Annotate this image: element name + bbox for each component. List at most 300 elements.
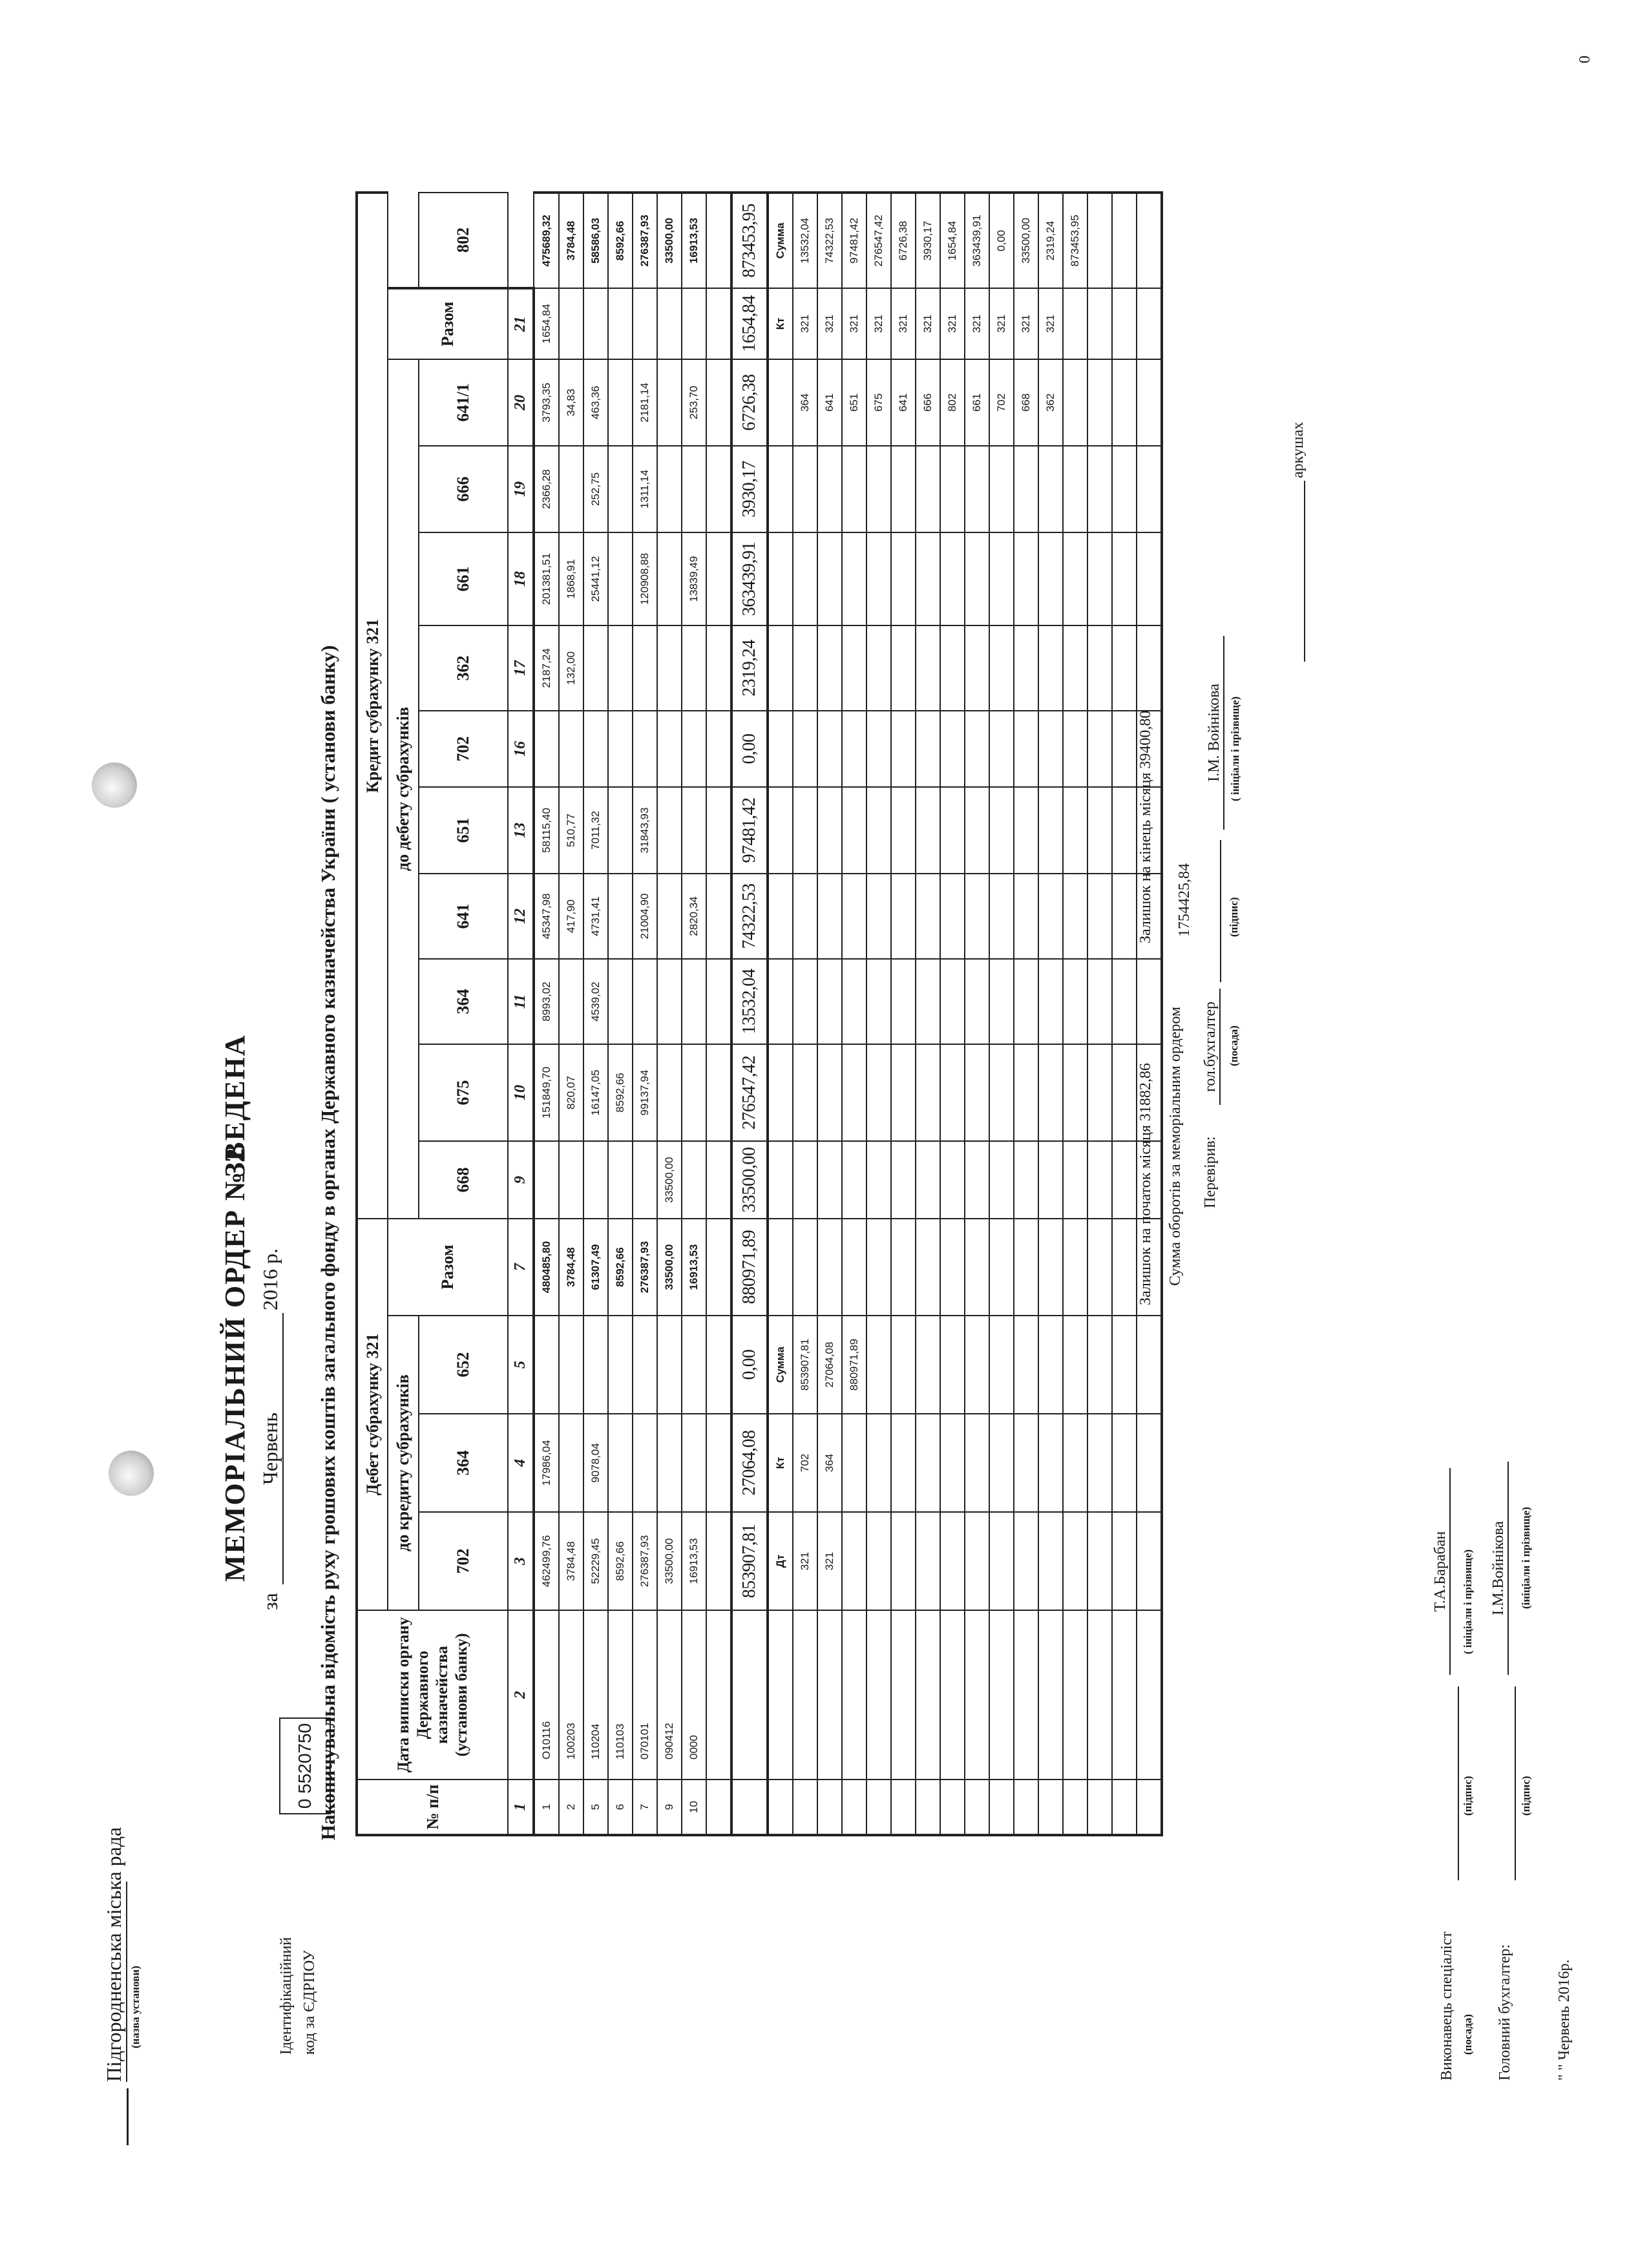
summary-cell <box>793 1141 817 1219</box>
summary-cell <box>842 1780 867 1835</box>
summary-cell <box>1038 959 1063 1044</box>
summary-value: 1654,84 <box>940 193 965 288</box>
summary-cell <box>1137 532 1162 625</box>
edrpou-code-box: 0 5520750 <box>279 1717 331 1814</box>
cell-c675 <box>682 1044 706 1141</box>
cell-date: 100203 <box>559 1610 583 1780</box>
cell-craz: 8592,66 <box>608 193 633 288</box>
cell-c802: 1654,84 <box>534 288 559 359</box>
cell-c802 <box>559 288 583 359</box>
column-number: 11 <box>508 959 534 1044</box>
checked-signature-line <box>1220 840 1221 982</box>
summary-cell <box>1014 1780 1038 1835</box>
cell-d652 <box>583 1316 608 1414</box>
cell-c362 <box>608 625 633 711</box>
cell-c666: 1311,14 <box>633 446 657 532</box>
header-debit-sub: до кредиту субрахунків <box>388 1316 419 1610</box>
summary-cell <box>989 1780 1014 1835</box>
summary-cell <box>1063 532 1087 625</box>
cell-c362 <box>583 625 608 711</box>
cell-c661: 120908,88 <box>633 532 657 625</box>
header-debit-group: Дебет субрахунку 321 <box>357 1219 388 1610</box>
cell-d364 <box>657 1414 682 1512</box>
balance-start: Залишок на початок місяця 31882,86 <box>1137 1063 1154 1305</box>
summary-value: 641 <box>891 359 916 446</box>
summary-cell <box>768 1219 793 1316</box>
summary-cell <box>940 711 965 787</box>
summary-cell <box>768 1780 793 1835</box>
summary-cell <box>1112 532 1137 625</box>
summary-cell <box>1137 1316 1162 1414</box>
blank-cell <box>706 1141 731 1219</box>
summary-cell <box>916 1512 940 1610</box>
summary-cell <box>1014 1044 1038 1141</box>
summary-cell <box>1014 1316 1038 1414</box>
summary-cell <box>891 625 916 711</box>
cell-c702 <box>608 711 633 787</box>
summary-row <box>793 193 817 1835</box>
header-credit-sub: до дебету субрахунків <box>388 359 419 1219</box>
total-d652: 0,00 <box>731 1316 768 1414</box>
summary-cell <box>940 1414 965 1512</box>
summary-cell <box>1038 1044 1063 1141</box>
header-credit-group: Кредит субрахунку 321 <box>357 193 388 1219</box>
summary-cell <box>1014 711 1038 787</box>
summary-cell <box>793 446 817 532</box>
total-craz: 873453,95 <box>731 193 768 288</box>
summary-cell <box>867 959 891 1044</box>
summary-cell <box>793 625 817 711</box>
cell-c6411: 2181,14 <box>633 359 657 446</box>
executor-signature-line <box>1458 1686 1459 1880</box>
cell-d364 <box>682 1414 706 1512</box>
total-d702: 853907,81 <box>731 1512 768 1610</box>
summary-cell <box>916 1610 940 1780</box>
header-debit-total: Разом <box>388 1219 508 1316</box>
cell-c668 <box>534 1141 559 1219</box>
summary-cell <box>867 625 891 711</box>
cell-c364 <box>657 959 682 1044</box>
summary-cell <box>867 1780 891 1835</box>
summary-value: 33500,00 <box>1014 193 1038 288</box>
summary-value: 661 <box>965 359 989 446</box>
summary-cell <box>1063 1512 1087 1610</box>
column-number: 16 <box>508 711 534 787</box>
blank-cell <box>706 1780 731 1835</box>
period-year: 2016 р. <box>258 1248 282 1310</box>
header-c675: 675 <box>419 1044 508 1141</box>
summary-cell <box>989 446 1014 532</box>
summary-value: Сумма <box>768 1316 793 1414</box>
blank-cell <box>706 625 731 711</box>
summary-cell <box>1112 1414 1137 1512</box>
summary-cell <box>989 1414 1014 1512</box>
summary-cell <box>817 532 842 625</box>
cell-d702: 462499,76 <box>534 1512 559 1610</box>
cell-date: 070101 <box>633 1610 657 1780</box>
summary-cell <box>1087 1414 1112 1512</box>
cell-draz: 33500,00 <box>657 1219 682 1316</box>
summary-value: 364 <box>817 1414 842 1512</box>
summary-value: 321 <box>793 288 817 359</box>
summary-cell <box>1087 1141 1112 1219</box>
summary-value: 321 <box>989 288 1014 359</box>
summary-cell <box>916 625 940 711</box>
summary-cell <box>1014 532 1038 625</box>
summary-value <box>842 1512 867 1610</box>
summary-value: 364 <box>793 359 817 446</box>
summary-value: 321 <box>965 288 989 359</box>
summary-cell <box>940 1219 965 1316</box>
summary-cell <box>891 787 916 874</box>
summary-cell <box>867 532 891 625</box>
document-subtitle: Накопичувальна відомість руху грошових коштів загального фонду в органах Державного казначейства України ( установи банку) <box>317 645 339 1840</box>
column-number: 10 <box>508 1044 534 1141</box>
summary-cell <box>989 625 1014 711</box>
executor-name: Т.А.Барабан <box>1432 1468 1451 1675</box>
summary-cell <box>1112 359 1137 446</box>
total-c362: 2319,24 <box>731 625 768 711</box>
summary-cell <box>768 787 793 874</box>
cell-d702: 33500,00 <box>657 1512 682 1610</box>
cell-c651 <box>657 787 682 874</box>
table-row <box>559 193 583 1835</box>
summary-value: Сумма <box>768 193 793 288</box>
summary-cell <box>867 787 891 874</box>
summary-cell <box>1112 446 1137 532</box>
sheets-line <box>1304 481 1305 662</box>
summary-value: 880971,89 <box>842 1316 867 1414</box>
summary-cell <box>842 959 867 1044</box>
summary-cell <box>1087 959 1112 1044</box>
cell-d652 <box>657 1316 682 1414</box>
summary-cell <box>1014 1610 1038 1780</box>
summary-cell <box>1087 1044 1112 1141</box>
summary-cell <box>1112 1044 1137 1141</box>
table-row <box>534 193 559 1835</box>
header-d652: 652 <box>419 1316 508 1414</box>
summary-cell <box>891 1780 916 1835</box>
cell-c362: 2187,24 <box>534 625 559 711</box>
summary-cell <box>965 1219 989 1316</box>
cell-draz: 276387,93 <box>633 1219 657 1316</box>
column-number: 18 <box>508 532 534 625</box>
chief-name: І.М.Войнікова <box>1490 1462 1509 1675</box>
total-c675: 276547,42 <box>731 1044 768 1141</box>
summary-row <box>891 193 916 1835</box>
summary-cell <box>768 1141 793 1219</box>
cell-c668 <box>633 1141 657 1219</box>
cell-c668 <box>559 1141 583 1219</box>
cell-d652 <box>682 1316 706 1414</box>
blank-cell <box>706 711 731 787</box>
summary-cell <box>817 787 842 874</box>
cell-c675 <box>657 1044 682 1141</box>
summary-cell <box>793 787 817 874</box>
cell-c802 <box>633 288 657 359</box>
summary-cell <box>916 446 940 532</box>
executor-position-caption: (посада) <box>1462 2014 1474 2055</box>
summary-cell <box>965 1610 989 1780</box>
summary-cell <box>1038 446 1063 532</box>
summary-cell <box>965 1780 989 1835</box>
total-c666: 3930,17 <box>731 446 768 532</box>
summary-cell <box>1014 1141 1038 1219</box>
blank-cell <box>706 959 731 1044</box>
cell-c651: 7011,32 <box>583 787 608 874</box>
cell-c651: 510,77 <box>559 787 583 874</box>
executor-label: Виконавець спеціаліст <box>1438 1931 1455 2081</box>
header-no: № п/п <box>357 1780 508 1835</box>
summary-cell <box>891 711 916 787</box>
cell-no: 10 <box>682 1780 706 1835</box>
summary-cell <box>1038 874 1063 959</box>
summary-cell <box>916 1780 940 1835</box>
cell-no: 6 <box>608 1780 633 1835</box>
summary-value: 321 <box>1038 288 1063 359</box>
summary-value: 321 <box>817 1512 842 1610</box>
cell-c6411: 463,36 <box>583 359 608 446</box>
summary-cell <box>940 874 965 959</box>
summary-cell <box>817 959 842 1044</box>
summary-cell <box>842 787 867 874</box>
summary-value: 13532,04 <box>793 193 817 288</box>
column-number: 1 <box>508 1780 534 1835</box>
summary-cell <box>916 1414 940 1512</box>
summary-row <box>1014 193 1038 1835</box>
summary-value: 321 <box>793 1512 817 1610</box>
header-c364: 364 <box>419 959 508 1044</box>
order-table <box>355 191 1163 1836</box>
cell-c6411: 34,83 <box>559 359 583 446</box>
summary-cell <box>867 874 891 959</box>
summary-value: Кт <box>768 288 793 359</box>
summary-cell <box>1063 625 1087 711</box>
sheets-label: аркушах <box>1290 421 1307 478</box>
summary-cell <box>891 1512 916 1610</box>
cell-c364 <box>633 959 657 1044</box>
header-credit-total: Разом <box>388 288 508 359</box>
cell-c362 <box>633 625 657 711</box>
summary-cell <box>1087 1780 1112 1835</box>
summary-cell <box>1038 1316 1063 1414</box>
summary-cell <box>916 711 940 787</box>
summary-cell <box>1087 1219 1112 1316</box>
summary-cell <box>842 532 867 625</box>
total-c668: 33500,00 <box>731 1141 768 1219</box>
summary-cell <box>916 1219 940 1316</box>
summary-cell <box>1063 1610 1087 1780</box>
summary-value: 321 <box>1014 288 1038 359</box>
summary-row <box>1038 193 1063 1835</box>
summary-cell <box>940 1044 965 1141</box>
cell-c802 <box>608 288 633 359</box>
summary-cell <box>1063 1044 1087 1141</box>
cell-c641: 21004,90 <box>633 874 657 959</box>
header-c6411: 641/1 <box>419 359 508 446</box>
summary-row <box>817 193 842 1835</box>
turnover-label: Сумма оборотів за меморіальним ордером <box>1167 1006 1184 1286</box>
column-number: 20 <box>508 359 534 446</box>
cell-c362 <box>682 625 706 711</box>
blank-cell <box>706 1414 731 1512</box>
total-c6411: 6726,38 <box>731 359 768 446</box>
summary-value: 6726,38 <box>891 193 916 288</box>
summary-row <box>989 193 1014 1835</box>
summary-cell <box>891 1044 916 1141</box>
document-title-suffix: ЗВЕДЕНА <box>219 1034 251 1177</box>
summary-cell <box>817 446 842 532</box>
cell-draz: 61307,49 <box>583 1219 608 1316</box>
total-c364: 13532,04 <box>731 959 768 1044</box>
chief-signature-line <box>1515 1686 1516 1880</box>
cell-c675: 820,07 <box>559 1044 583 1141</box>
summary-cell <box>916 1316 940 1414</box>
summary-row <box>1112 193 1137 1835</box>
cell-craz: 33500,00 <box>657 193 682 288</box>
column-number: 9 <box>508 1141 534 1219</box>
summary-value: 321 <box>916 288 940 359</box>
summary-cell <box>793 532 817 625</box>
summary-cell <box>1112 1316 1137 1414</box>
summary-value: 321 <box>940 288 965 359</box>
summary-cell <box>817 1219 842 1316</box>
cell-d364 <box>633 1414 657 1512</box>
summary-cell <box>1137 359 1162 446</box>
summary-value: 362 <box>1038 359 1063 446</box>
summary-cell <box>1112 787 1137 874</box>
column-number: 4 <box>508 1414 534 1512</box>
total-c702: 0,00 <box>731 711 768 787</box>
summary-cell <box>1087 288 1112 359</box>
column-number: 3 <box>508 1512 534 1610</box>
cell-c802 <box>682 288 706 359</box>
cell-d702: 276387,93 <box>633 1512 657 1610</box>
summary-cell <box>965 1141 989 1219</box>
summary-cell <box>989 1512 1014 1610</box>
total-draz: 880971,89 <box>731 1219 768 1316</box>
total-c802: 1654,84 <box>731 288 768 359</box>
cell-c364 <box>608 959 633 1044</box>
cell-craz: 3784,48 <box>559 193 583 288</box>
summary-cell <box>916 959 940 1044</box>
summary-cell <box>768 1044 793 1141</box>
cell-c675: 16147,05 <box>583 1044 608 1141</box>
summary-value: 321 <box>891 288 916 359</box>
summary-cell <box>989 711 1014 787</box>
cell-c641: 2820,34 <box>682 874 706 959</box>
table-row <box>583 193 608 1835</box>
summary-cell <box>1038 1414 1063 1512</box>
summary-value: 675 <box>867 359 891 446</box>
summary-cell <box>965 1414 989 1512</box>
summary-row <box>916 193 940 1835</box>
summary-cell <box>1014 446 1038 532</box>
summary-cell <box>1137 446 1162 532</box>
header-c702: 702 <box>419 711 508 787</box>
summary-value: 641 <box>817 359 842 446</box>
summary-row <box>1063 193 1087 1835</box>
totals-row <box>731 193 768 1835</box>
blank-cell <box>706 1512 731 1610</box>
summary-value: 321 <box>817 288 842 359</box>
chief-signature-caption: (підпис) <box>1520 1776 1532 1816</box>
summary-cell <box>1063 1316 1087 1414</box>
summary-cell <box>1063 1414 1087 1512</box>
cell-c6411: 3793,35 <box>534 359 559 446</box>
cell-c651: 31843,93 <box>633 787 657 874</box>
cell-c364 <box>559 959 583 1044</box>
column-number: 7 <box>508 1219 534 1316</box>
period-month: Червень <box>258 1313 284 1584</box>
cell-c802 <box>583 288 608 359</box>
summary-cell <box>1014 1512 1038 1610</box>
summary-value: 0,00 <box>989 193 1014 288</box>
summary-cell <box>891 1414 916 1512</box>
summary-cell <box>1038 532 1063 625</box>
cell-c661: 25441,12 <box>583 532 608 625</box>
summary-cell <box>940 625 965 711</box>
header-date-org: Дата виписки органу Державного казначейства (установи банку) <box>357 1610 508 1780</box>
summary-cell <box>1087 787 1112 874</box>
cell-c661 <box>657 532 682 625</box>
summary-cell <box>1063 1141 1087 1219</box>
cell-date: О10116 <box>534 1610 559 1780</box>
summary-row <box>768 193 793 1835</box>
summary-cell <box>867 1610 891 1780</box>
summary-cell <box>1112 288 1137 359</box>
summary-cell <box>1087 625 1112 711</box>
cell-date: 0000 <box>682 1610 706 1780</box>
cell-c702 <box>559 711 583 787</box>
total-c641: 74322,53 <box>731 874 768 959</box>
cell-c641: 417,90 <box>559 874 583 959</box>
summary-cell <box>817 1044 842 1141</box>
summary-cell <box>1063 787 1087 874</box>
institution-caption: (назва установи) <box>129 1966 142 2048</box>
summary-cell <box>965 532 989 625</box>
summary-value: 321 <box>867 288 891 359</box>
cell-c666 <box>682 446 706 532</box>
summary-cell <box>1087 711 1112 787</box>
corner-mark: 0 <box>1577 56 1593 63</box>
summary-cell <box>1112 1219 1137 1316</box>
summary-cell <box>965 959 989 1044</box>
summary-cell <box>989 1141 1014 1219</box>
summary-cell <box>1112 1780 1137 1835</box>
summary-cell <box>867 711 891 787</box>
cell-no: 7 <box>633 1780 657 1835</box>
summary-cell <box>1087 1512 1112 1610</box>
summary-cell <box>1038 1219 1063 1316</box>
blank-row <box>706 193 731 1835</box>
summary-cell <box>1137 1780 1162 1835</box>
summary-row <box>867 193 891 1835</box>
summary-cell <box>891 532 916 625</box>
cell-draz: 3784,48 <box>559 1219 583 1316</box>
summary-cell <box>940 959 965 1044</box>
cell-c661: 1868,91 <box>559 532 583 625</box>
cell-c651 <box>682 787 706 874</box>
summary-cell <box>940 1316 965 1414</box>
summary-cell <box>793 1044 817 1141</box>
summary-value: 668 <box>1014 359 1038 446</box>
summary-cell <box>1112 959 1137 1044</box>
summary-row <box>940 193 965 1835</box>
summary-cell <box>940 1141 965 1219</box>
checked-initials-caption: ( ініціали і прізвище) <box>1229 696 1241 801</box>
summary-cell <box>867 1512 891 1610</box>
